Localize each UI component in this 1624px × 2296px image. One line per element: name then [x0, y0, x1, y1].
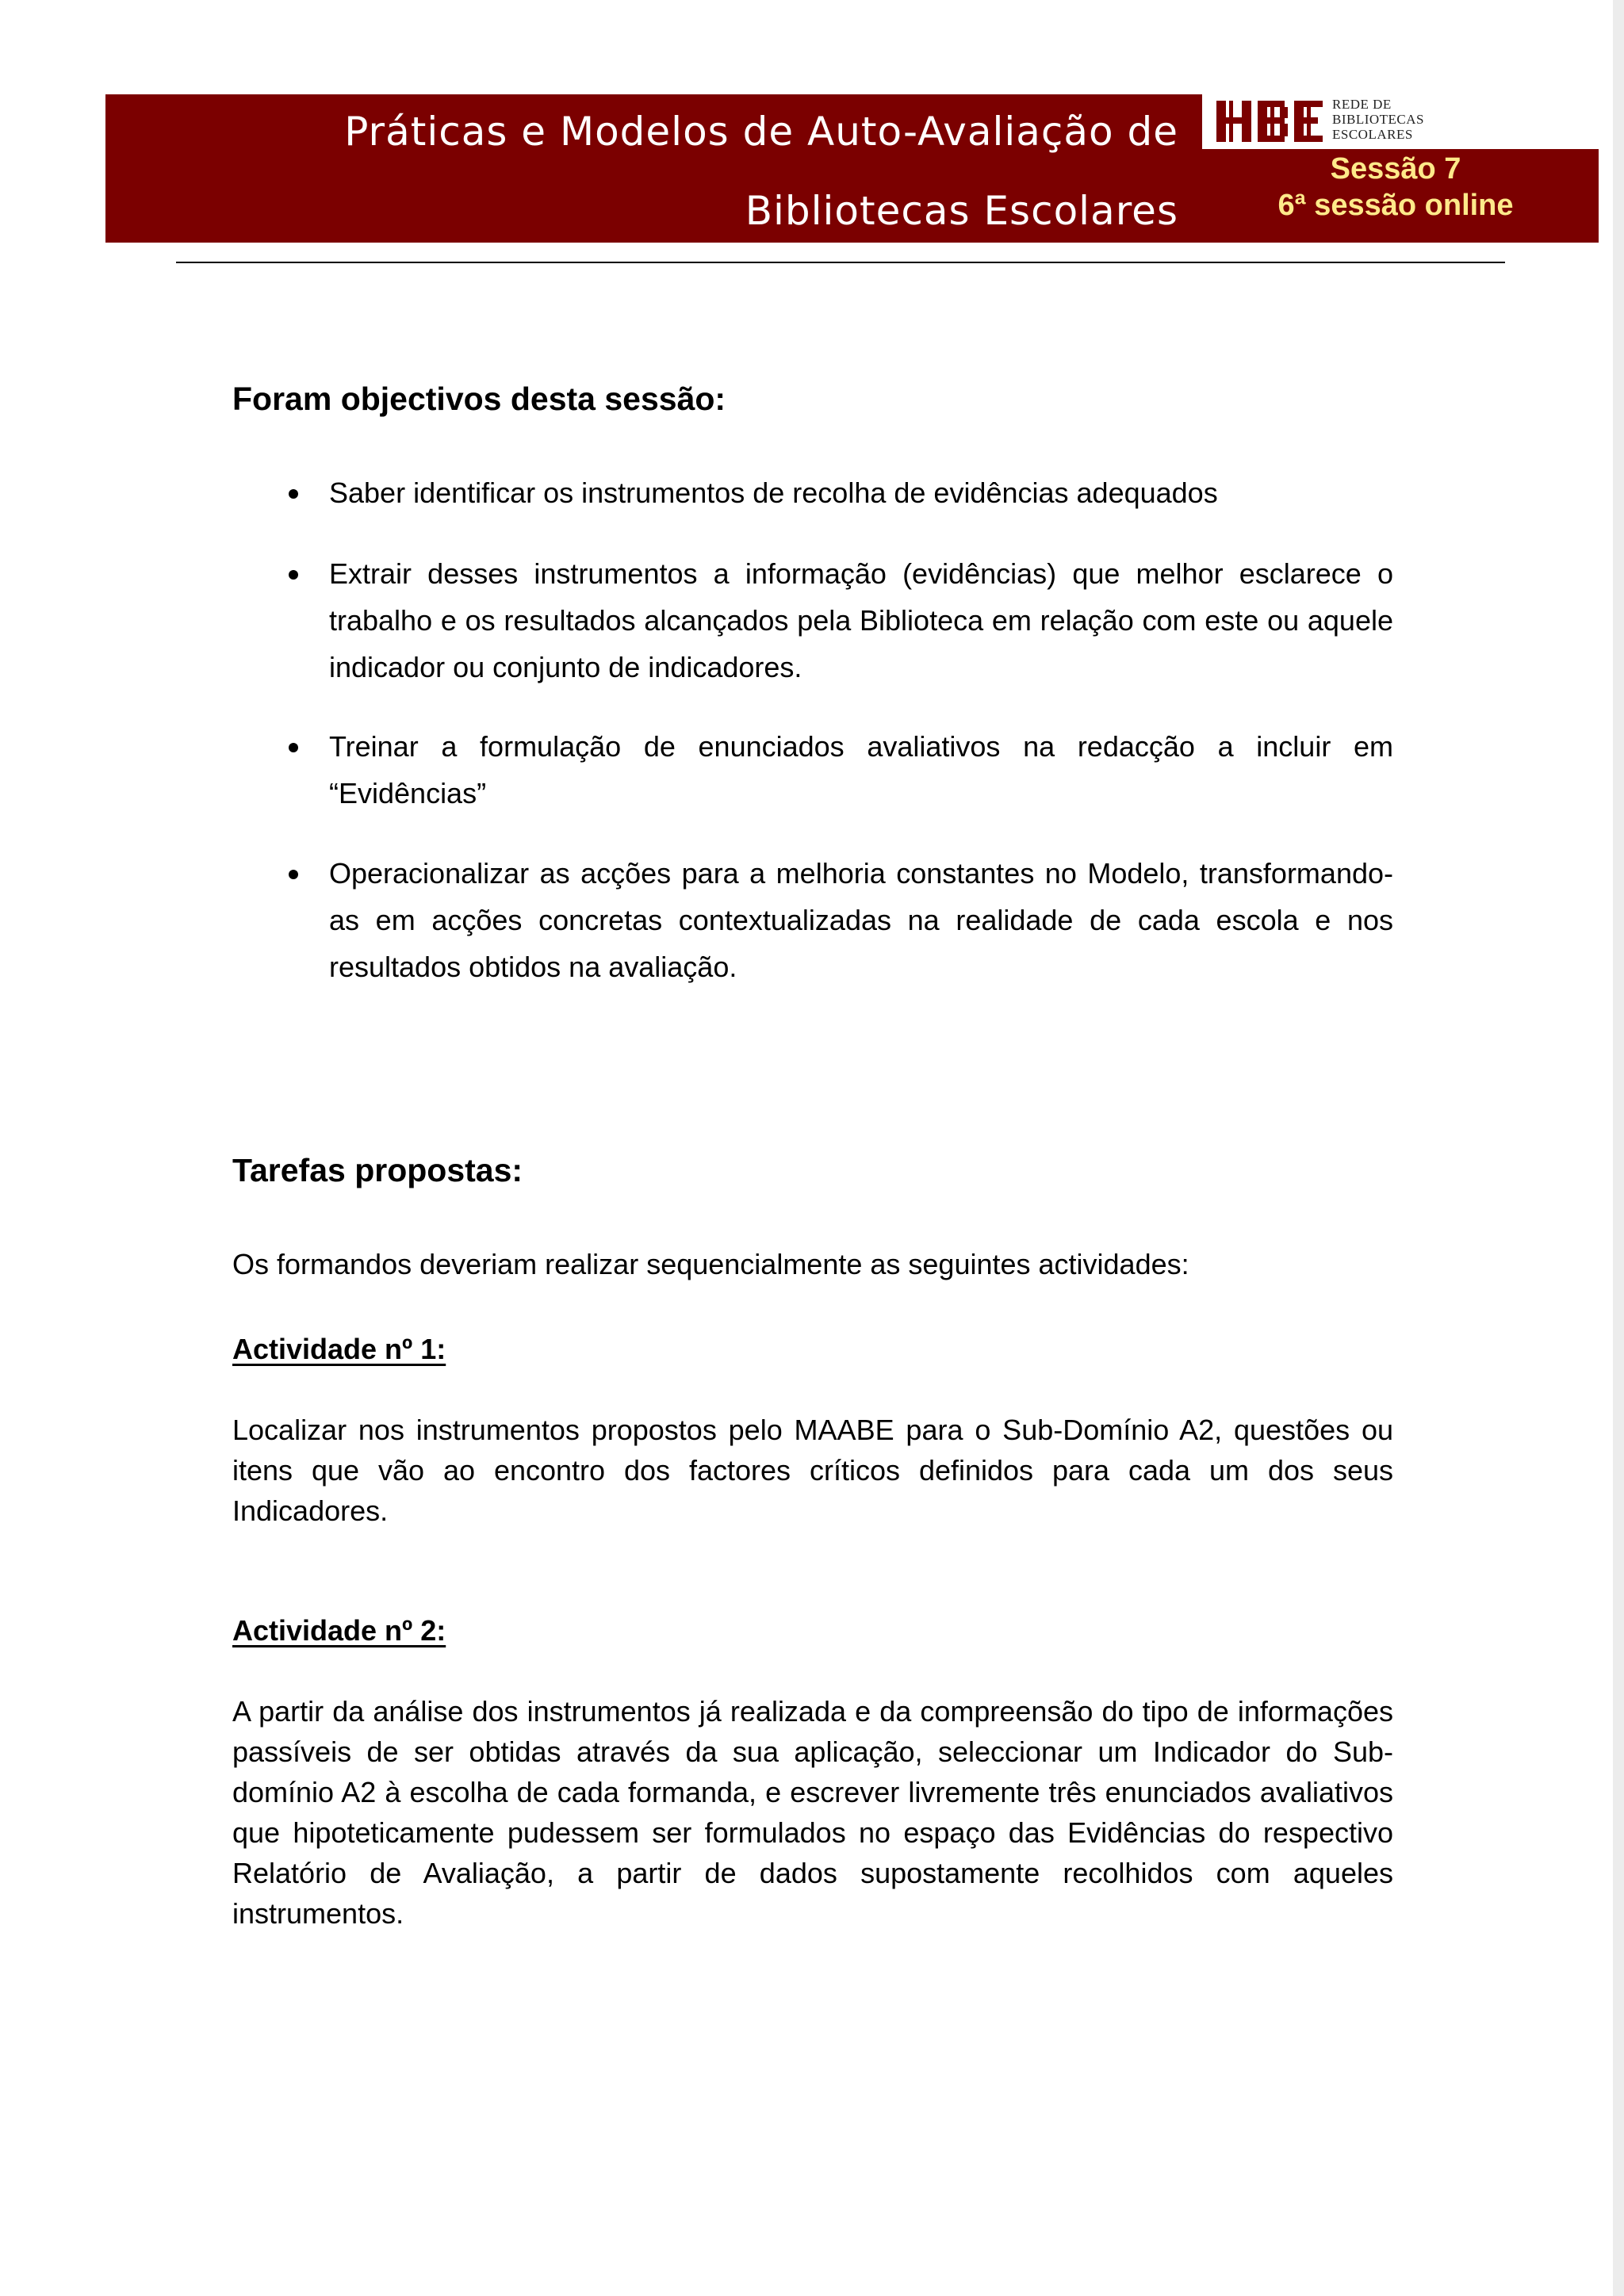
logo-text-line: REDE DE	[1332, 97, 1392, 112]
session-subtitle: 6ª sessão online	[1277, 189, 1514, 222]
header-title-line-1: Práticas e Modelos de Auto-Avaliação de	[344, 109, 1178, 155]
rbe-logo-text	[1332, 97, 1424, 142]
session-title: Sessão 7	[1330, 152, 1461, 186]
rbe-logo-icon	[1216, 96, 1327, 147]
activity-2-title: Actividade nº 2:	[232, 1614, 446, 1647]
rbe-logo	[1202, 94, 1599, 149]
list-item-text: Treinar a formulação de enunciados avaliativos na redacção a incluir em “Evidências”	[329, 730, 1393, 809]
tasks-heading: Tarefas propostas:	[232, 1152, 523, 1188]
activity-2-text: A partir da análise dos instrumentos já realizada e da compreensão do tipo de informações passíveis de ser obtidas através da sua aplicação, seleccionar um Indicador do Sub-domínio A2 à escolha de cada formanda, e escrever livremente três enunciados avaliativos que hipoteticamente pudessem ser formulados no espaço das Evidências do respectivo Relatório de Avaliação, a partir de dados supostamente recolhidos com aqueles instrumentos.	[232, 1695, 1393, 1930]
bullet-icon	[289, 870, 298, 879]
activity-1-title: Actividade nº 1:	[232, 1333, 446, 1365]
page-edge-shade	[1613, 0, 1624, 2296]
header-title-line-2: Bibliotecas Escolares	[745, 188, 1178, 234]
bullet-icon	[289, 489, 298, 499]
bullet-icon	[289, 570, 298, 580]
list-item-text: Operacionalizar as acções para a melhoria constantes no Modelo, transformando-as em acções concretas contextualizadas na realidade de cada escola e nos resultados obtidos na avaliação.	[329, 857, 1393, 983]
header-divider	[176, 262, 1505, 263]
list-item-text: Extrair desses instrumentos a informação (evidências) que melhor esclarece o trabalho e os resultados alcançados pela Biblioteca em relação com este ou aquele indicador ou conjunto de indicadores.	[329, 557, 1393, 683]
bullet-icon	[289, 743, 298, 752]
tasks-intro: Os formandos deveriam realizar sequencialmente as seguintes actividades:	[232, 1248, 1189, 1280]
list-item-text: Saber identificar os instrumentos de recolha de evidências adequados	[329, 476, 1218, 509]
activity-1-text: Localizar nos instrumentos propostos pelo MAABE para o Sub-Domínio A2, questões ou itens que vão ao encontro dos factores críticos definidos para cada um dos seus Indicadores.	[232, 1414, 1393, 1527]
logo-text-line: BIBLIOTECAS	[1332, 112, 1424, 127]
logo-text-line: ESCOLARES	[1332, 127, 1413, 142]
objectives-heading: Foram objectivos desta sessão:	[232, 381, 726, 417]
